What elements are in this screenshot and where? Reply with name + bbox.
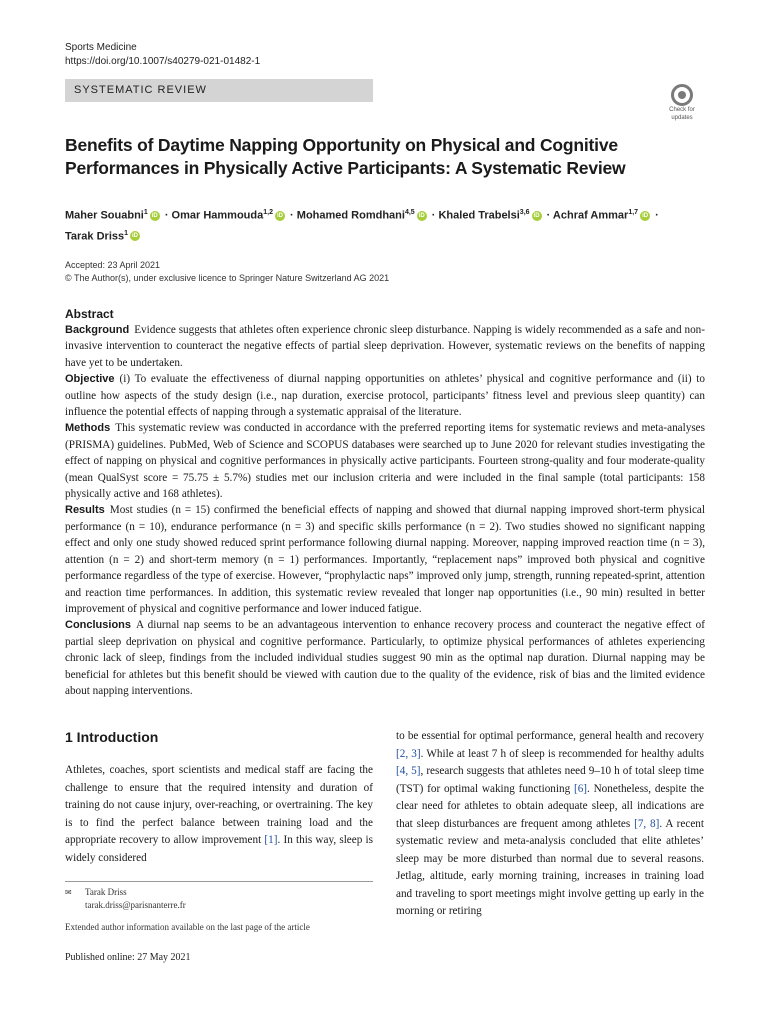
citation-link[interactable]: [7, 8]	[634, 817, 660, 830]
orcid-icon[interactable]: iD	[418, 212, 425, 219]
author-affiliation: 3,6	[519, 209, 530, 216]
background-text: Evidence suggests that athletes often experience chronic sleep disturbance. Napping is widely recommended as a safe and non-invasive intervention to counteract the negative effects of partial sleep deprivation. However, systematic reviews on the benefits of napping have yet to be undertaken.	[65, 324, 705, 369]
check-updates-line1: Check for	[669, 107, 695, 113]
abstract-methods	[65, 420, 705, 502]
correspondence-line	[65, 886, 373, 899]
corresponding-author-footnote	[65, 881, 373, 934]
extended-info-note: Extended author information available on the last page of the article	[65, 922, 310, 932]
intro-right-text-2: . While at least 7 h of sleep is recommended for healthy adults	[420, 747, 704, 760]
intro-left-text-2: . In this way, sleep is widely considered	[65, 834, 374, 864]
accepted-date: Accepted: 23 April 2021	[65, 260, 161, 270]
journal-name: Sports Medicine	[65, 42, 137, 53]
citation-link[interactable]: [1]	[264, 834, 278, 846]
results-label: Results	[65, 504, 105, 517]
orcid-icon[interactable]: iD	[132, 233, 139, 240]
article-type-banner: SYSTEMATIC REVIEW	[65, 79, 373, 102]
intro-right-text-1: to be essential for optimal performance, general health and recovery	[396, 730, 704, 742]
conclusions-label: Conclusions	[65, 619, 132, 632]
methods-text: This systematic review was conducted in accordance with the preferred reporting items for systematic reviews and meta-analyses (PRISMA) guidelines. PubMed, Web of Science and SCOPUS databases were searched up to June 2020 for relevant studies investigating the effect of napping on physical and cognitive performances in physically active participants. Fourteen strong-quality and four moderate-quality (mean QualSyst score = 75.75 ± 5.7%) studies met our inclusion criteria and were included in the final sample (total participants: 158 physically active and 168 athletes).	[65, 422, 705, 501]
author-affiliation: 1	[143, 209, 148, 216]
body-right-column	[396, 728, 704, 921]
abstract-conclusions	[65, 617, 705, 699]
corresponding-author-name: Tarak Driss	[85, 887, 127, 897]
published-date: Published online: 27 May 2021	[65, 952, 191, 963]
orcid-icon[interactable]: iD	[642, 212, 649, 219]
author-name[interactable]: Tarak Driss	[65, 230, 125, 243]
check-for-updates-badge[interactable]	[662, 84, 702, 124]
objective-label: Objective	[65, 373, 115, 386]
abstract-results	[65, 502, 705, 617]
author-separator: ·	[164, 209, 169, 222]
results-text: Most studies (n = 15) confirmed the beneficial effects of napping and showed that diurnal napping improved short-term physical performance (n = 10), endurance performance (n = 3) and specific skills performance (n = 2). Two studies showed no significant napping effect and only one study showed reduced sprint performance following diurnal napping. Moreover, napping improved reaction time (n = 3), attention (n = 2) and short-term memory (n = 1) performances. Importantly, “replacement naps” improved both physical and cognitive performance regardless of the type of exercise. However, “prophylactic naps” improved only jump, strength, running repeated-sprint, attention and reaction time performances. In addition, this systematic review revealed that longer nap opportunities (i.e., 90 min) resulted in better improvement of physical and cognitive performance and lower induced fatigue.	[65, 504, 705, 615]
author-separator: ·	[546, 209, 551, 222]
doi-link[interactable]: https://doi.org/10.1007/s40279-021-01482-1	[65, 56, 261, 67]
citation-link[interactable]: [6]	[573, 782, 588, 795]
methods-label: Methods	[65, 422, 111, 435]
citation-link[interactable]: [4, 5]	[396, 765, 421, 777]
abstract-section	[65, 306, 705, 699]
copyright-notice: © The Author(s), under exclusive licence to Springer Nature Switzerland AG 2021	[65, 273, 390, 283]
envelope-icon: ✉	[65, 888, 72, 897]
author-affiliation: 1,7	[628, 209, 639, 216]
check-updates-line2: updates	[671, 115, 693, 121]
author-list	[65, 204, 705, 245]
journal-header	[65, 41, 260, 69]
check-updates-icon	[671, 84, 693, 106]
intro-left-text-1: Athletes, coaches, sport scientists and medical staff are facing the challenge to ensure that the required intensity and duration of training do not cause injury, over-reaching, or overtraining. The key is to find the perfect balance between training load and the appropriate recovery to allow improvement	[65, 764, 373, 846]
corresponding-email[interactable]: tarak.driss@parisnanterre.fr	[85, 900, 186, 910]
author-separator: ·	[655, 209, 659, 222]
abstract-background	[65, 322, 705, 371]
intro-right-text-3: , research suggests that athletes need 9–10 h of total sleep time (TST) for optimal waking functioning	[396, 765, 704, 795]
body-left-column	[65, 728, 373, 867]
introduction-heading: 1 Introduction	[65, 729, 159, 745]
author-affiliation: 4,5	[404, 209, 415, 216]
introduction-left-paragraph	[65, 762, 373, 867]
abstract-objective	[65, 371, 705, 420]
author-affiliation: 1	[124, 229, 129, 237]
conclusions-text: A diurnal nap seems to be an advantageous intervention to enhance recovery process and counteract the negative effect of partial sleep deprivation on physical and cognitive performance. Particularly, to optimize physical performances of athletes experiencing chronic lack of sleep, findings from the included individual studies suggest 90 min as the optimal nap duration. Diurnal napping may be beneficial for athletes but this benefit should be viewed with caution due to the quality of the evidence, risk of bias and the limited evidence about napping interventions.	[65, 619, 705, 697]
author-name[interactable]: Khaled Trabelsi	[438, 209, 520, 222]
orcid-icon[interactable]: iD	[151, 212, 158, 219]
orcid-icon[interactable]: iD	[276, 212, 283, 219]
author-affiliation: 1,2	[263, 209, 273, 216]
intro-right-text-4: . Nonetheless, despite the clear need for athletes to obtain adequate sleep, all indications are that sleep disturbances are frequent among athletes	[396, 782, 705, 830]
author-name[interactable]: Maher Souabni	[65, 209, 144, 222]
abstract-heading: Abstract	[65, 307, 114, 321]
author-name[interactable]: Mohamed Romdhani	[296, 209, 405, 222]
orcid-icon[interactable]: iD	[533, 212, 540, 219]
article-title: Benefits of Daytime Napping Opportunity on Physical and Cognitive Performances in Physically Active Participants: A Systematic Review	[65, 135, 626, 178]
author-separator: ·	[290, 209, 294, 222]
citation-link[interactable]: [2, 3]	[396, 747, 421, 760]
author-name[interactable]: Achraf Ammar	[552, 209, 629, 222]
introduction-right-paragraph	[396, 728, 704, 921]
background-label: Background	[65, 324, 130, 336]
objective-text: (i) To evaluate the effectiveness of diurnal napping opportunities on athletes’ physical and cognitive performance and (ii) to outline how aspects of the study design (i.e., nap duration, exercise protocol, participants’ fitness level and previous sleep quantity) can influence the potential effects of napping through a systematic appraisal of the literature.	[65, 373, 705, 419]
intro-right-text-5: . A recent systematic review and meta-analysis concluded that elite athletes’ sleep may be more disturbed than normal due to several reasons. Jetlag, altitude, early morning training, increases in training load and traveling to sport meetings might involve getting up early in the morning or retiring	[396, 817, 705, 917]
article-dates	[65, 259, 389, 285]
author-name[interactable]: Omar Hammouda	[171, 209, 264, 222]
author-separator: ·	[431, 209, 436, 222]
